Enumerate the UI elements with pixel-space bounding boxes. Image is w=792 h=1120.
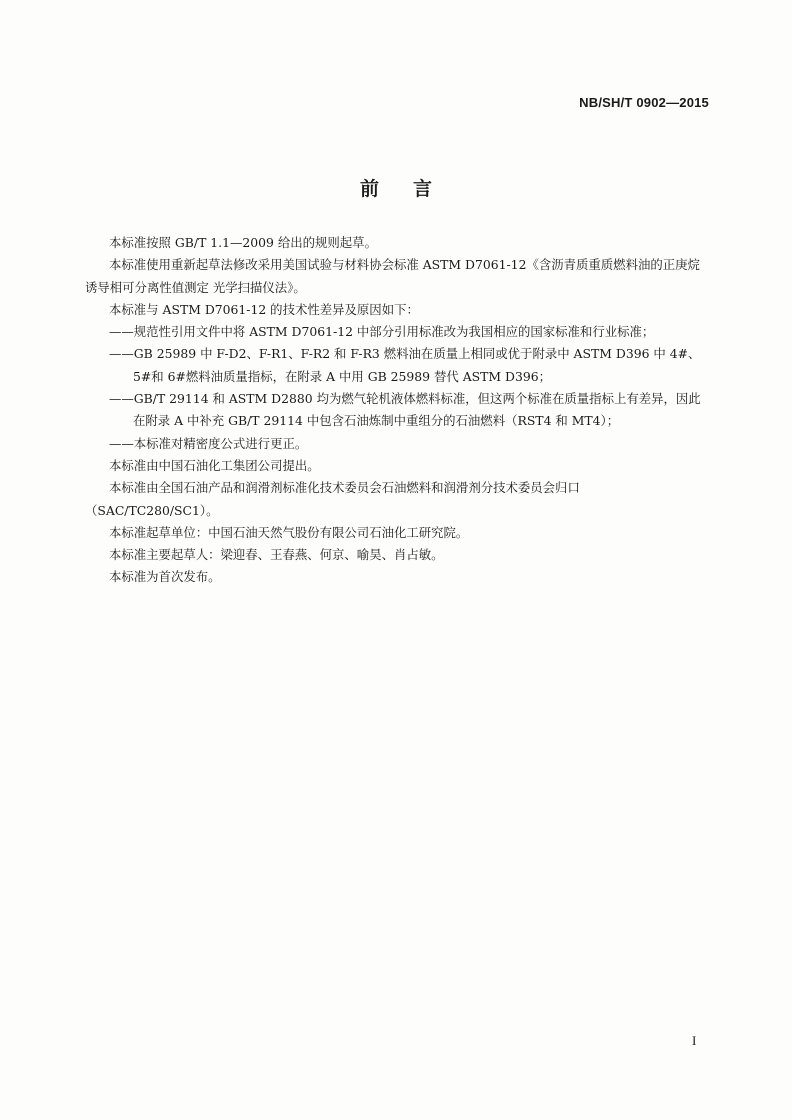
list-item-gbt29114: ——GB/T 29114 和 ASTM D2880 均为燃气轮机液体燃料标准，但这两个标准在质量指标上有差异，因此在附录 A 中补充 GB/T 29114 中包含石油炼制中重组分的石油燃料（RST4 和 MT4）； (109, 391, 701, 429)
foreword-body (85, 232, 709, 589)
paragraph-adoption: 本标准使用重新起草法修改采用美国试验与材料协会标准 ASTM D7061-12《含沥青质重质燃料油的正庚烷诱导相可分离性值测定 光学扫描仪法》。 (85, 257, 700, 295)
page-title: 前言 (359, 178, 466, 200)
paragraph-first-release: 本标准为首次发布。 (109, 569, 221, 585)
list-item-gb25989: ——GB 25989 中 F-D2、F-R1、F-R2 和 F-R3 燃料油在质量上相同或优于附录中 ASTM D396 中 4#、5#和 6#燃料油质量指标，在附录 A 中用 GB 25989 替代 ASTM D396； (109, 346, 701, 384)
paragraph-drafters: 本标准主要起草人：梁迎春、王春燕、何京、喻昊、肖占敏。 (109, 547, 444, 563)
document-code: NB/SH/T 0902—2015 (579, 95, 709, 110)
paragraph-proposer: 本标准由中国石油化工集团公司提出。 (109, 457, 320, 473)
page-number: I (692, 1033, 697, 1048)
list-item-precision-formula: ——本标准对精密度公式进行更正。 (109, 435, 308, 451)
paragraph-drafting-unit: 本标准起草单位：中国石油天然气股份有限公司石油化工研究院。 (109, 524, 469, 540)
paragraph-drafting-rules: 本标准按照 GB/T 1.1—2009 给出的规则起草。 (109, 235, 377, 250)
paragraph-committee: 本标准由全国石油产品和润滑剂标准化技术委员会石油燃料和润滑剂分技术委员会归口（SAC/TC280/SC1）。 (85, 480, 580, 518)
list-item-normative-references: ——规范性引用文件中将 ASTM D7061-12 中部分引用标准改为我国相应的国家标准和行业标准； (109, 324, 655, 340)
paragraph-differences-intro: 本标准与 ASTM D7061-12 的技术性差异及原因如下： (109, 301, 419, 317)
